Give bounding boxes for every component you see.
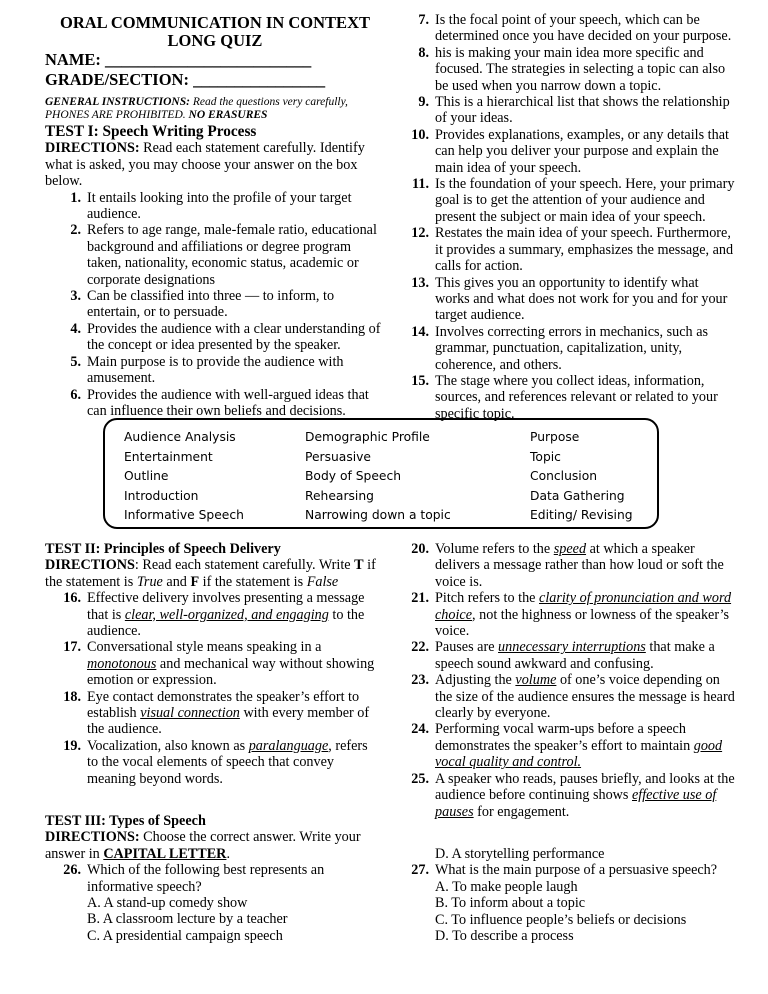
dir-b: if the statement is (45, 557, 376, 590)
list-item (45, 639, 380, 688)
dir-f: F (190, 573, 200, 590)
choice-option: Topic (530, 449, 561, 464)
list-item (393, 275, 735, 324)
item-text: and mechanical way without showing emotion or expression. (87, 655, 375, 689)
item-text: The stage where you collect ideas, information, sources, and references relevant or related to your specific topic. (435, 372, 718, 422)
choices-col-3 (530, 428, 633, 526)
test2-right (393, 541, 735, 820)
item-text: Main purpose is to provide the audience with amusement. (87, 353, 344, 387)
list-item (393, 721, 735, 770)
test3-heading: TEST III: Types of Speech (45, 813, 206, 829)
item-number: 2. (70, 222, 81, 239)
dir-label: DIRECTIONS: (45, 829, 140, 846)
item-number: 22. (411, 639, 429, 656)
option-d: D. To describe a process (435, 928, 574, 945)
list-item (393, 94, 735, 127)
item-number: 24. (411, 721, 429, 738)
dir-dot: . (226, 845, 230, 862)
choice-option: Audience Analysis (124, 430, 236, 444)
underlined-phrase: effective use of pauses (435, 787, 717, 820)
test2-heading: TEST II: Principles of Speech Delivery (45, 541, 281, 557)
test2-left (45, 541, 380, 787)
item-text: with every member of the audience. (87, 705, 370, 738)
title-line-1: ORAL COMMUNICATION IN CONTEXT (59, 13, 370, 32)
item-text: , not the highness or lowness of the speaker’s voice. (435, 606, 730, 640)
item-number: 16. (63, 590, 81, 607)
item-text: Vocalization, also known as (87, 737, 249, 754)
item-number: 5. (70, 353, 81, 370)
gen-bold: NO ERASURES (188, 109, 268, 121)
question-item (45, 862, 380, 944)
dir-c: and (162, 573, 191, 590)
item-number: 3. (70, 288, 81, 305)
item-text: , refers to the vocal elements of speech that convey meaning beyond words. (87, 737, 368, 787)
choice-option: Outline (124, 469, 169, 484)
item-text: for engagement. (473, 803, 570, 820)
general-instructions (45, 96, 385, 122)
question-27 (393, 862, 735, 944)
item-number: 19. (63, 737, 81, 754)
item-text: that make a speech sound awkward and confusing. (435, 639, 715, 672)
item-number: 15. (411, 372, 429, 389)
test2-directions (45, 557, 380, 590)
item-number: 10. (411, 126, 429, 143)
test3-left (45, 813, 380, 944)
underlined-phrase: clarity of pronunciation and word choice (435, 590, 732, 623)
item-text: his is making your main idea more specific and focused. The strategies in selecting a topic can also be used when you narrow down a topic. (435, 44, 726, 94)
item-text: Involves correcting errors in mechanics, such as grammar, punctuation, capitalization, unity, coherence, and others. (435, 323, 709, 373)
underlined-phrase: monotonous (87, 655, 157, 672)
item-text: at which a speaker delivers a message rather than how loud or soft the voice is. (435, 541, 724, 590)
list-item (393, 45, 735, 94)
item-text: This is a hierarchical list that shows the relationship of your ideas. (435, 94, 730, 127)
item-text: Is the focal point of your speech, which can be determined once you have decided on your purpose. (435, 12, 732, 45)
choice-option: Introduction (124, 488, 199, 503)
item-number: 12. (411, 225, 429, 242)
choices-col-1 (124, 428, 244, 526)
item-number: 7. (418, 12, 429, 28)
item-text: to the audience. (87, 606, 365, 640)
item-number: 8. (418, 44, 429, 61)
choice-option: Entertainment (124, 449, 213, 464)
dir-text: Read each statement carefully. Identify what is asked, you may choose your answer on the box below. (45, 140, 365, 190)
list-item (45, 689, 380, 738)
option-a: A. A stand-up comedy show (87, 895, 248, 912)
question-text: What is the main purpose of a persuasive speech? (435, 862, 718, 879)
test3-directions (45, 829, 380, 862)
underlined-phrase: speed (553, 541, 587, 557)
item-number: 1. (70, 189, 81, 206)
list-item (45, 354, 385, 387)
test1-directions (45, 140, 385, 189)
quiz-title (45, 14, 385, 50)
item-number: 9. (418, 94, 429, 111)
list-item (393, 324, 735, 373)
dir-text: Choose the correct answer. Write your answer in (45, 829, 361, 862)
list-item (393, 176, 735, 225)
option-c: C. To influence people’s beliefs or decisions (435, 911, 687, 928)
list-item (393, 590, 735, 639)
test1-items-left (45, 190, 385, 420)
item-text: Adjusting the (435, 672, 516, 689)
item-text: Eye contact demonstrates the speaker’s effort to establish (87, 688, 360, 722)
item-number: 6. (70, 386, 81, 403)
grade-section-field[interactable]: GRADE/SECTION: ________________ (45, 70, 326, 89)
underlined-phrase: good vocal quality and control. (435, 737, 723, 771)
choice-option: Informative Speech (124, 508, 244, 523)
item-number: 14. (411, 323, 429, 340)
item-text: Can be classified into three — to inform, to entertain, or to persuade. (87, 288, 335, 321)
choice-option: Persuasive (305, 449, 371, 464)
item-text: A speaker who reads, pauses briefly, and looks at the audience before continuing shows (435, 770, 735, 804)
choice-option: Data Gathering (530, 488, 625, 503)
dir-label: DIRECTIONS: (45, 140, 140, 157)
left-column-top (45, 14, 385, 419)
list-item (393, 373, 735, 422)
underlined-phrase: volume (515, 672, 557, 689)
item-text: Volume refers to the (435, 541, 554, 557)
item-number: 27. (411, 862, 429, 879)
test1-items-right (393, 12, 735, 422)
list-item (45, 590, 380, 639)
gen-label: GENERAL INSTRUCTIONS: (45, 96, 190, 108)
item-number: 13. (411, 274, 429, 291)
item-number: 23. (411, 672, 429, 689)
test3-right (393, 846, 735, 944)
test1-heading: TEST I: Speech Writing Process (45, 123, 257, 140)
choice-option: Conclusion (530, 469, 598, 484)
underlined-phrase: visual connection (140, 705, 240, 722)
test2-items-left (45, 590, 380, 787)
item-text: Refers to age range, male-female ratio, educational background and affiliations or degree program taken, nationality, economic status, academic or corporate designations (87, 222, 377, 288)
item-text: Pitch refers to the (435, 590, 540, 607)
dir-d: if the statement is (199, 573, 307, 590)
choice-option: Purpose (530, 430, 580, 444)
item-text: Provides the audience with well-argued ideas that can influence their own beliefs and decisions. (87, 386, 369, 419)
option-a: A. To make people laugh (435, 878, 578, 895)
dir-a: : Read each statement carefully. Write (134, 557, 355, 574)
list-item (393, 12, 735, 45)
choice-option: Demographic Profile (305, 430, 430, 444)
item-text: Conversational style means speaking in a (87, 639, 322, 656)
list-item (45, 321, 385, 354)
choice-option: Editing/ Revising (530, 508, 633, 523)
dir-true: True (136, 573, 163, 590)
item-text: Restates the main idea of your speech. Furthermore, it provides a summary, emphasizes the message, and calls for action. (435, 225, 734, 275)
option-d-q26: D. A storytelling performance (435, 846, 605, 862)
item-number: 21. (411, 590, 429, 607)
underlined-phrase: paralanguage (248, 737, 329, 754)
option-c: C. A presidential campaign speech (87, 927, 283, 944)
dir-cap: CAPITAL LETTER (103, 845, 227, 862)
test2-items-right (393, 541, 735, 820)
dir-false: False (306, 573, 339, 590)
list-item (45, 190, 385, 223)
choice-option: Narrowing down a topic (305, 508, 451, 523)
answer-choices-box (103, 418, 659, 529)
item-number: 11. (412, 176, 429, 193)
question-text: Which of the following best represents an informative speech? (87, 862, 325, 895)
list-item (45, 387, 385, 420)
item-text: This gives you an opportunity to identify what works and what does not work for you and for your target audience. (435, 274, 728, 324)
item-text: of one’s voice depending on the size of the audience ensures the message is heard clearly by everyone. (435, 672, 735, 722)
list-item (45, 738, 380, 787)
item-text: Performing vocal warm-ups before a speech demonstrates the speaker’s effort to maintain (435, 721, 694, 754)
list-item (393, 541, 735, 590)
list-item (393, 639, 735, 672)
item-text: Effective delivery involves presenting a message that is (87, 590, 365, 623)
item-number: 26. (63, 862, 81, 879)
option-b: B. A classroom lecture by a teacher (87, 911, 288, 928)
list-item (45, 222, 385, 288)
choice-option: Rehearsing (305, 488, 374, 503)
item-number: 4. (70, 320, 81, 337)
option-b: B. To inform about a topic (435, 895, 586, 912)
choices-col-2 (305, 428, 451, 526)
item-text: Provides explanations, examples, or any details that can help you deliver your purpose and explain the main idea of your speech. (435, 126, 729, 176)
item-text: Provides the audience with a clear understanding of the concept or idea presented by the speaker. (87, 320, 381, 354)
item-text: Pauses are (435, 639, 499, 656)
list-item (393, 127, 735, 176)
choice-option: Body of Speech (305, 469, 402, 484)
item-number: 18. (63, 688, 81, 705)
dir-label: DIRECTIONS (45, 557, 135, 574)
underlined-phrase: clear, well-organized, and engaging (124, 606, 329, 623)
item-text: It entails looking into the profile of your target audience. (87, 189, 352, 223)
name-field[interactable]: NAME: _________________________ (45, 50, 312, 69)
item-number: 17. (63, 639, 81, 656)
right-column-top (393, 12, 735, 422)
title-line-2: LONG QUIZ (167, 31, 263, 50)
question-item (393, 862, 735, 944)
item-number: 25. (411, 770, 429, 787)
gen-text: Read the questions very carefully, PHONES ARE PROHIBITED. (45, 96, 348, 121)
question-26 (45, 862, 380, 944)
dir-t: T (354, 557, 364, 574)
list-item (393, 672, 735, 721)
item-number: 20. (411, 541, 429, 557)
item-text: Is the foundation of your speech. Here, your primary goal is to get the attention of your audience and present the subject or main idea of your speech. (435, 176, 735, 225)
list-item (45, 288, 385, 321)
list-item (393, 771, 735, 820)
underlined-phrase: unnecessary interruptions (498, 639, 646, 656)
list-item (393, 225, 735, 274)
